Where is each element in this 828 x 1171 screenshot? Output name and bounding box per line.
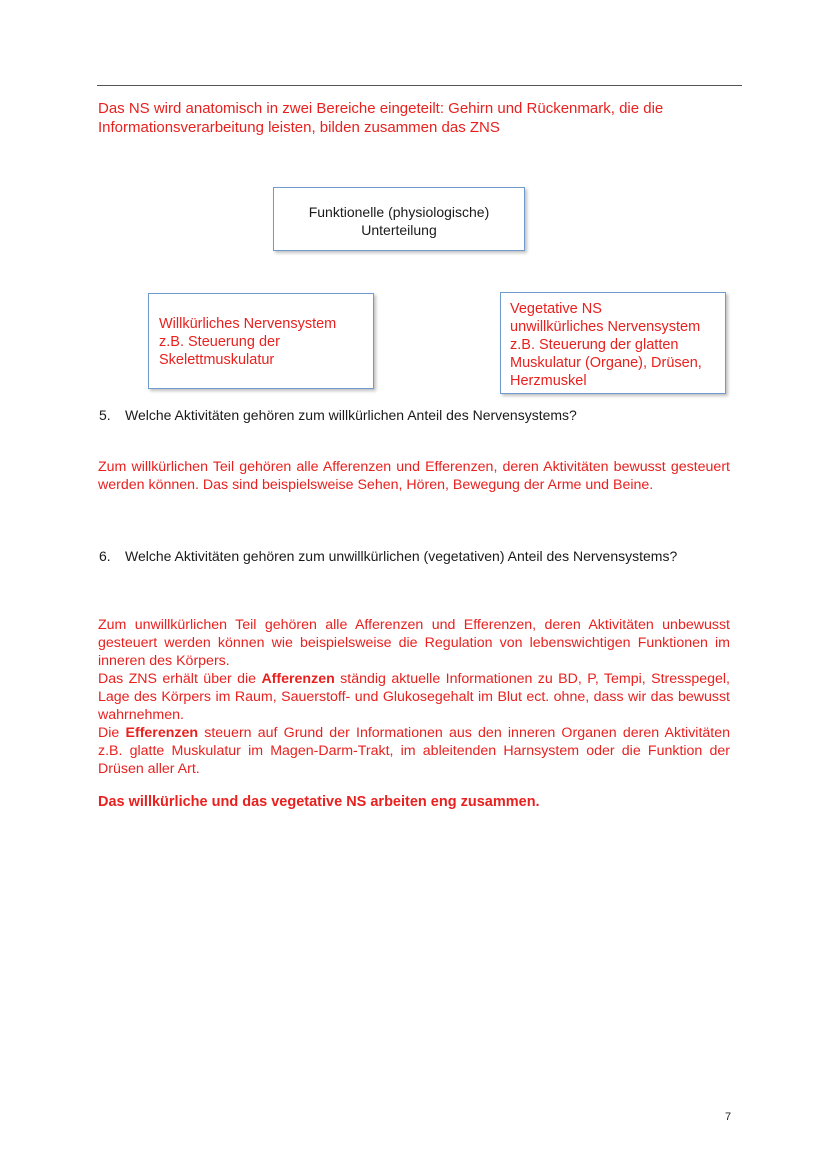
right-box-line2: unwillkürliches Nervensystem [510, 319, 701, 335]
header-rule [97, 85, 742, 86]
final-statement: Das willkürliche und das vegetative NS arbeiten eng zusammen. [98, 794, 540, 810]
answer-6-p3-pre: Die [98, 725, 126, 741]
diagram-box-vegetative-ns [500, 292, 726, 394]
question-6 [99, 547, 719, 587]
efferenzen-term: Efferenzen [125, 725, 199, 741]
top-box-line2: Unterteilung [361, 222, 437, 238]
right-box-line1: Vegetative NS [510, 301, 602, 317]
left-box-line1: Willkürliches Nervensystem [159, 316, 337, 332]
answer-6 [98, 616, 730, 778]
answer-6-paragraph-3 [98, 724, 730, 778]
page-number: 7 [725, 1111, 732, 1123]
answer-6-p2-post: ständig aktuelle Informationen zu BD, P, Tempi, Stresspegel, Lage des Körpers im Raum, Sauerstoff- und Glukosegehalt im Blut ect. ohne, dass wir das bewusst wahrnehmen. [98, 671, 730, 723]
right-box-line3: z.B. Steuerung der glatten [510, 337, 679, 353]
right-box-line4: Muskulatur (Organe), Drüsen, [510, 355, 702, 371]
answer-5-text: Zum willkürlichen Teil gehören alle Afferenzen und Efferenzen, deren Aktivitäten bewusst gesteuert werden können. Das sind beispielsweise Sehen, Hören, Bewegung der Arme und Beine. [98, 459, 730, 493]
question-5-number: 5. [99, 407, 111, 423]
answer-6-paragraph-1: Zum unwillkürlichen Teil gehören alle Afferenzen und Efferenzen, deren Aktivitäten unbewusst gesteuert werden können wie beispielsweise die Regulation von lebenswichtigen Funktionen im inneren des Körpers. [98, 617, 730, 669]
left-box-line3: Skelettmuskulatur [159, 352, 275, 368]
diagram-box-voluntary-ns [148, 293, 374, 389]
diagram-box-functional-division [273, 187, 525, 251]
question-5-text: Welche Aktivitäten gehören zum willkürlichen Anteil des Nervensystems? [125, 407, 577, 423]
question-5 [99, 406, 719, 426]
left-box-line2: z.B. Steuerung der [159, 334, 280, 350]
intro-text: Das NS wird anatomisch in zwei Bereiche eingeteilt: Gehirn und Rückenmark, die die Informationsverarbeitung leisten, bilden zusammen das ZNS [98, 100, 664, 136]
afferenzen-term: Afferenzen [261, 671, 335, 687]
question-6-number: 6. [99, 548, 111, 564]
question-6-text: Welche Aktivitäten gehören zum unwillkürlichen (vegetativen) Anteil des Nervensystems? [125, 548, 678, 564]
top-box-line1: Funktionelle (physiologische) [308, 204, 490, 220]
answer-6-paragraph-2 [98, 670, 730, 724]
answer-6-p2-pre: Das ZNS erhält über die [98, 671, 262, 687]
answer-6-p3-post: steuern auf Grund der Informationen aus den inneren Organen deren Aktivitäten z.B. glatte Muskulatur im Magen-Darm-Trakt, im ableitenden Harnsystem oder die Funktion der Drüsen aller Art. [98, 725, 731, 777]
right-box-line5: Herzmuskel [510, 373, 587, 389]
answer-5 [98, 458, 730, 494]
